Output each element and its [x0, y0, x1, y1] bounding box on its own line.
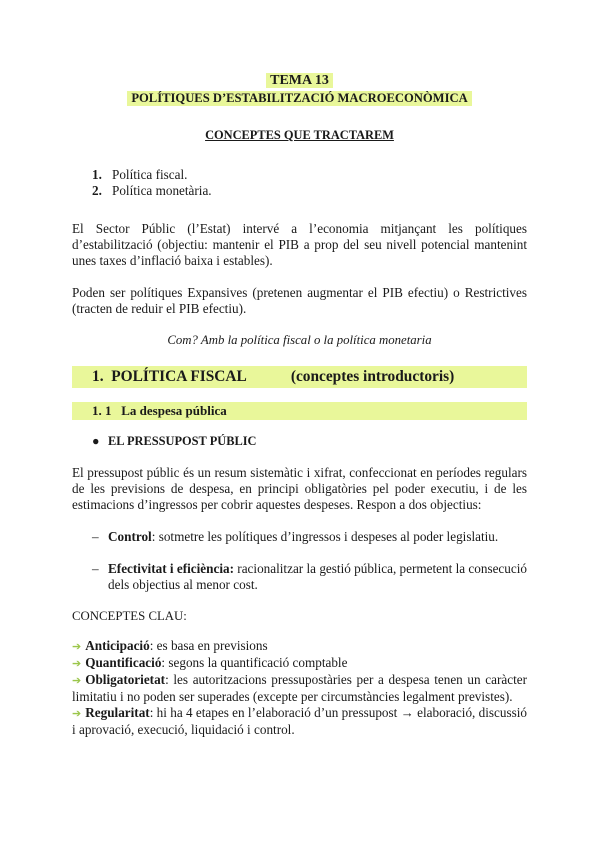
question-line: Com? Amb la política fiscal o la política monetaria	[167, 333, 432, 347]
section-heading-politica-fiscal: 1. POLÍTICA FISCAL (conceptes introductoris)	[72, 366, 527, 388]
intro-paragraph-1: El Sector Públic (l’Estat) intervé a l’economia mitjançant les polítiques d’estabilització (objectiu: mantenir el PIB a prop del seu nivell potencial mantenint unes taxes d’inflació baixa i estables).	[72, 221, 527, 268]
dash-icon: –	[92, 529, 99, 544]
bullet-pressupost: ● EL PRESSUPOST PÚBLIC	[92, 434, 257, 448]
conceptes-clau-heading: CONCEPTES CLAU:	[72, 609, 187, 623]
list-item: ➔ Obligatorietat: les autoritzacions pressupostàries per a despesa tenen un caràcter limitatiu i no poden ser superades (excepte per circumstàncies legalment previstes).	[72, 672, 527, 704]
list-item: ➔ Quantificació: segons la quantificació comptable	[72, 655, 348, 670]
subsection-heading-despesa: 1. 1 La despesa pública	[72, 402, 527, 420]
conceptes-heading: CONCEPTES QUE TRACTAREM	[205, 128, 394, 142]
arrow-right-icon: ➔	[72, 641, 82, 653]
topics-list	[72, 167, 527, 199]
list-item: ➔ Anticipació: es basa en previsions	[72, 638, 268, 653]
arrow-right-icon: ➔	[72, 708, 82, 720]
arrow-right-icon: ➔	[72, 658, 82, 670]
pressupost-paragraph: El pressupost públic és un resum sistemàtic i xifrat, confeccionat en períodes regulars de les previsions de despesa, en principi obligatòries pel poder executiu, i de les estimacions d’ingressos per cobrir aquestes despeses. Respon a dos objectius:	[72, 465, 527, 512]
dash-icon: –	[92, 561, 99, 576]
list-item: ➔ Regularitat: hi ha 4 etapes en l’elaboració d’un pressupost → elaboració, discussió i aprovació, execució, liquidació i control.	[72, 705, 527, 737]
tema-title: TEMA 13	[266, 73, 333, 88]
document-page	[72, 72, 527, 738]
arrow-right-icon: ➔	[72, 675, 82, 687]
objectiu-efectivitat: – Efectivitat i eficiència: racionalitzar la gestió pública, permetent la consecució dels objectius al menor cost.	[72, 561, 527, 593]
tema-subtitle: POLÍTIQUES D’ESTABILITZACIÓ MACROECONÒMICA	[127, 91, 471, 106]
objectiu-control: – Control: sotmetre les polítiques d’ingressos i despeses al poder legislatiu.	[72, 529, 527, 545]
list-item: 2. Política monetària.	[92, 183, 212, 198]
intro-paragraph-2: Poden ser polítiques Expansives (pretenen augmentar el PIB efectiu) o Restrictives (tracten de reduir el PIB efectiu).	[72, 285, 527, 316]
list-item: 1. Política fiscal.	[92, 167, 188, 182]
title-block	[72, 72, 527, 106]
bullet-icon: ●	[92, 434, 100, 448]
conceptes-clau-list	[72, 638, 527, 738]
